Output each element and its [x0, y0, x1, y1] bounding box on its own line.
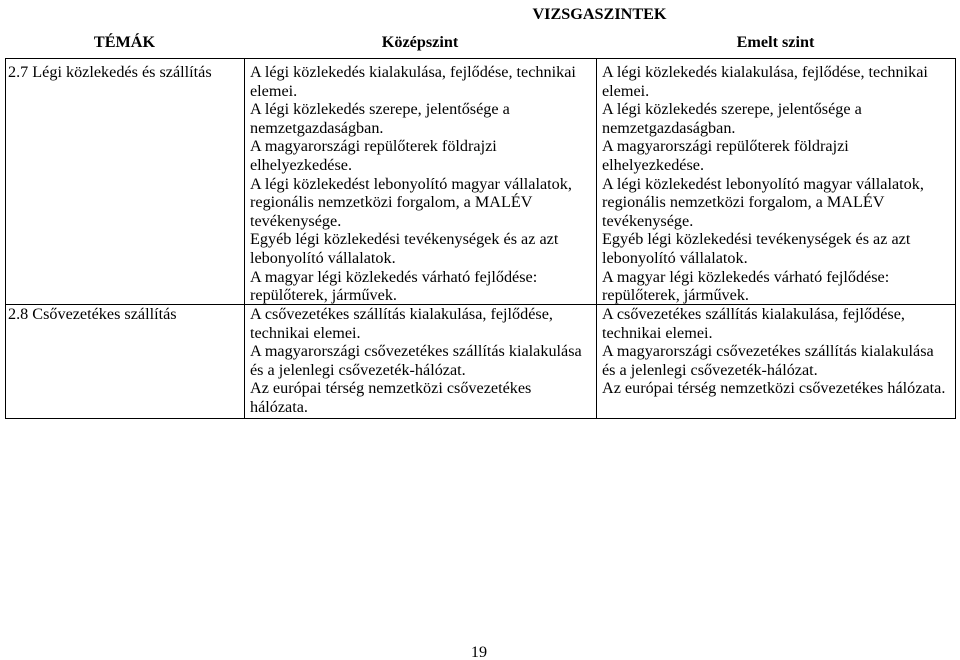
topic-cell	[5, 304, 244, 419]
intermediate-level-cell	[244, 304, 596, 419]
requirement-line: Egyéb légi közlekedési tevékenységek és az azt	[250, 230, 559, 249]
requirement-item	[250, 100, 596, 137]
requirement-line: elemei.	[602, 81, 650, 100]
advanced-level-heading: Emelt szint	[736, 33, 815, 51]
requirement-item	[250, 342, 596, 379]
requirement-line: és a jelenlegi csővezeték-hálózat.	[602, 360, 818, 379]
requirement-line: A légi közlekedés szerepe, jelentősége a	[250, 100, 510, 119]
intermediate-level-heading: Középszint	[381, 33, 459, 51]
requirement-line: elhelyezkedése.	[602, 155, 705, 174]
topics-column-heading: TÉMÁK	[93, 33, 156, 51]
requirement-line: regionális nemzetközi forgalom, a MALÉV	[250, 193, 533, 212]
requirement-line: lebonyolító vállalatok.	[602, 248, 748, 267]
requirement-item	[602, 305, 955, 342]
requirement-item	[250, 379, 596, 416]
requirement-item	[250, 230, 596, 267]
requirement-line: A légi közlekedést lebonyolító magyar vállalatok,	[602, 174, 924, 193]
requirement-line: hálózata.	[250, 397, 308, 416]
requirement-item	[250, 268, 596, 304]
requirement-item	[602, 175, 955, 231]
advanced-level-cell	[596, 304, 956, 419]
requirement-line: A magyarországi csővezetékes szállítás kialakulása	[602, 342, 934, 361]
requirement-line: A magyarországi repülőterek földrajzi	[602, 137, 849, 156]
requirement-item	[602, 63, 955, 100]
page-number: 19	[470, 643, 488, 660]
requirement-line: Egyéb légi közlekedési tevékenységek és az azt	[602, 230, 911, 249]
requirement-item	[602, 230, 955, 267]
requirement-line: nemzetgazdaságban.	[250, 118, 384, 137]
requirement-line: A légi közlekedést lebonyolító magyar vállalatok,	[250, 174, 572, 193]
requirement-line: A csővezetékes szállítás kialakulása, fejlődése,	[602, 305, 905, 323]
requirement-line: repülőterek, járművek.	[250, 286, 397, 304]
requirement-line: lebonyolító vállalatok.	[250, 248, 396, 267]
requirement-item	[602, 342, 955, 379]
advanced-level-cell	[596, 58, 956, 304]
requirement-line: tevékenysége.	[602, 211, 694, 230]
requirement-item	[250, 175, 596, 231]
requirement-item	[250, 63, 596, 100]
requirement-line: A magyarországi repülőterek földrajzi	[250, 137, 497, 156]
topic-title: 2.8 Csővezetékes szállítás	[8, 305, 177, 323]
requirement-line: elemei.	[250, 81, 298, 100]
requirement-line: nemzetgazdaságban.	[602, 118, 736, 137]
topic-cell	[5, 58, 244, 304]
requirement-line: repülőterek, járművek.	[602, 286, 749, 304]
requirement-line: A légi közlekedés szerepe, jelentősége a	[602, 100, 862, 119]
requirement-line: tevékenysége.	[250, 211, 342, 230]
topic-title: 2.7 Légi közlekedés és szállítás	[8, 63, 212, 81]
requirement-item	[602, 379, 955, 398]
requirement-line: A légi közlekedés kialakulása, fejlődése, technikai	[602, 63, 928, 81]
requirement-item	[602, 268, 955, 304]
exam-levels-heading: VIZSGASZINTEK	[532, 5, 667, 23]
requirement-line: Az európai térség nemzetközi csővezetékes	[250, 379, 532, 398]
requirement-line: elhelyezkedése.	[250, 155, 353, 174]
requirement-line: A csővezetékes szállítás kialakulása, fejlődése,	[250, 305, 553, 323]
requirement-line: A magyar légi közlekedés várható fejlődése:	[602, 267, 890, 286]
requirement-line: technikai elemei.	[250, 323, 361, 342]
intermediate-level-cell	[244, 58, 596, 304]
requirement-line: A légi közlekedés kialakulása, fejlődése, technikai	[250, 63, 576, 81]
requirement-item	[250, 137, 596, 174]
requirement-line: A magyar légi közlekedés várható fejlődése:	[250, 267, 538, 286]
requirement-item	[602, 137, 955, 174]
requirement-line: A magyarországi csővezetékes szállítás kialakulása	[250, 342, 582, 361]
requirement-line: Az európai térség nemzetközi csővezetékes hálózata.	[602, 379, 946, 398]
requirement-line: és a jelenlegi csővezeték-hálózat.	[250, 360, 466, 379]
requirement-item	[250, 305, 596, 342]
requirement-item	[602, 100, 955, 137]
requirement-line: technikai elemei.	[602, 323, 713, 342]
requirement-line: regionális nemzetközi forgalom, a MALÉV	[602, 193, 885, 212]
